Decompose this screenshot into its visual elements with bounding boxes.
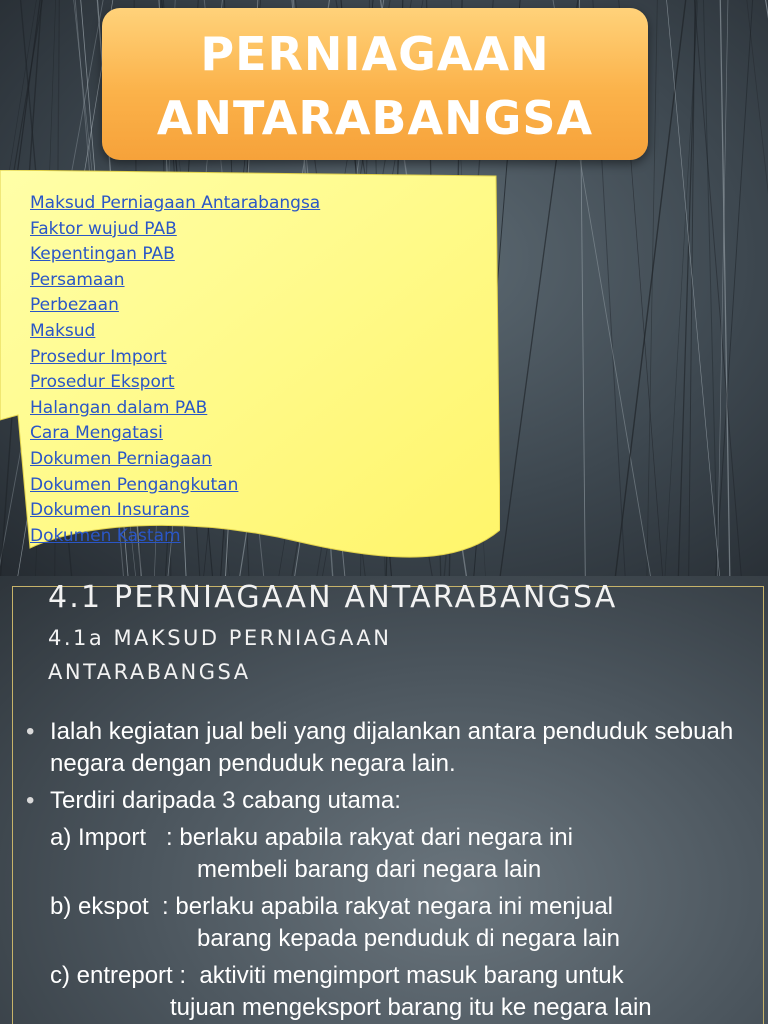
branch-ekspot [24, 891, 764, 955]
background-line [746, 0, 768, 576]
toc-item [30, 267, 320, 293]
toc-link-halangan[interactable]: Halangan dalam PAB [30, 397, 208, 418]
background-line [694, 0, 743, 576]
branch-text: berlaku apabila rakyat dari negara ini [179, 824, 573, 851]
bullet-text: Ialah kegiatan jual beli yang dijalankan antara penduduk sebuah negara dengan penduduk negara lain. [50, 718, 734, 777]
toc-link-persamaan[interactable]: Persamaan [30, 269, 125, 290]
toc-item [30, 523, 320, 549]
branch-text-cont: barang kepada penduduk di negara lain [197, 925, 621, 952]
toc-item [30, 292, 320, 318]
branch-label: c) entreport : [50, 962, 200, 989]
background-line [703, 0, 718, 576]
toc-link-faktor-wujud[interactable]: Faktor wujud PAB [30, 218, 177, 239]
bullet-item [24, 716, 764, 780]
toc-link-dokumen-kastam[interactable]: Dokumen Kastam [30, 525, 181, 546]
toc-link-maksud[interactable]: Maksud [30, 320, 96, 341]
toc-item [30, 241, 320, 267]
slide-content [0, 576, 768, 1024]
toc-link-cara-mengatasi[interactable]: Cara Mengatasi [30, 423, 163, 444]
background-line [678, 0, 697, 576]
toc-item [30, 190, 320, 216]
slide-heading: 4.1 PERNIAGAAN ANTARABANGSA [48, 580, 618, 615]
toc-link-dokumen-perniagaan[interactable]: Dokumen Perniagaan [30, 448, 212, 469]
branch-label: b) ekspot : [50, 893, 176, 920]
title-line-1: PERNIAGAAN [200, 27, 550, 81]
branch-import [24, 822, 764, 886]
toc-item [30, 344, 320, 370]
toc-list [30, 190, 320, 548]
toc-link-prosedur-import[interactable]: Prosedur Import [30, 346, 167, 367]
toc-link-maksud-perniagaan[interactable]: Maksud Perniagaan Antarabangsa [30, 193, 321, 213]
toc-item [30, 420, 320, 446]
toc-item [30, 395, 320, 421]
branch-text: berlaku apabila rakyat negara ini menjual [175, 893, 613, 920]
branch-label: a) Import : [50, 824, 180, 851]
toc-item [30, 216, 320, 242]
slide-body [24, 716, 764, 1024]
toc-link-prosedur-eksport[interactable]: Prosedur Eksport [30, 372, 175, 393]
bullet-icon: • [26, 718, 35, 745]
branch-entreport [24, 960, 764, 1024]
title-box [102, 8, 648, 160]
branch-text-cont: membeli barang dari negara lain [197, 856, 542, 883]
toc-link-perbezaan[interactable]: Perbezaan [30, 295, 119, 316]
toc-link-dokumen-pengangkutan[interactable]: Dokumen Pengangkutan [30, 474, 239, 495]
background-line [764, 0, 768, 576]
toc-item [30, 318, 320, 344]
toc-item [30, 497, 320, 523]
slide-subheading: 4.1a MAKSUD PERNIAGAAN ANTARABANGSA [48, 626, 392, 684]
toc-item [30, 446, 320, 472]
bullet-icon: • [26, 787, 35, 814]
toc-item [30, 369, 320, 395]
bullet-text: Terdiri daripada 3 cabang utama: [50, 787, 401, 814]
bullet-item [24, 785, 764, 817]
background-line [717, 0, 728, 576]
toc-item [30, 472, 320, 498]
toc-link-dokumen-insurans[interactable]: Dokumen Insurans [30, 500, 190, 521]
branch-text: aktiviti mengimport masuk barang untuk [199, 962, 624, 989]
toc-link-kepentingan[interactable]: Kepentingan PAB [30, 244, 175, 265]
branch-text-cont: tujuan mengeksport barang itu ke negara lain [170, 994, 652, 1021]
title-line-2: ANTARABANGSA [156, 91, 594, 145]
